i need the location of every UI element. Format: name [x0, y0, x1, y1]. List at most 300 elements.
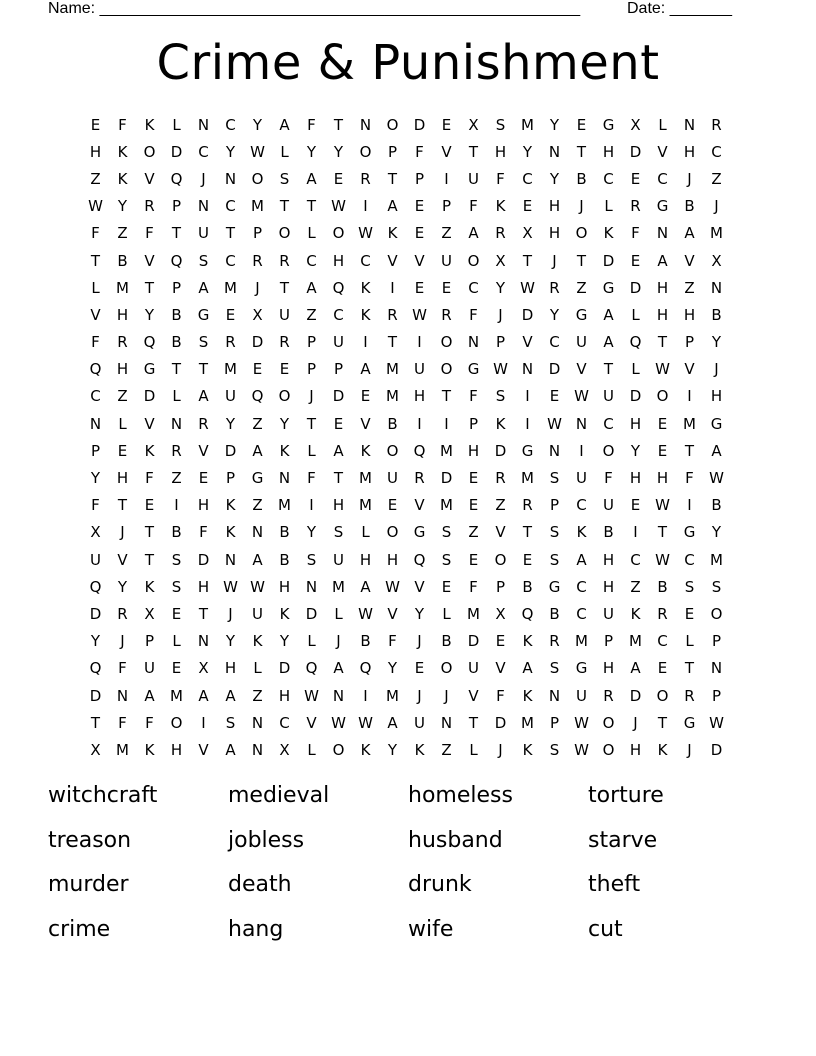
grid-letter: P [495, 577, 506, 596]
grid-letter: T [333, 469, 344, 488]
grid-letter: J [120, 632, 125, 651]
grid-letter: S [198, 251, 209, 270]
grid-letter: I [417, 333, 422, 352]
grid-letter: I [444, 169, 449, 188]
grid-letter: H [116, 360, 129, 379]
grid-letter: K [630, 604, 641, 623]
grid-letter: Q [143, 333, 156, 352]
grid-letter: A [468, 224, 479, 243]
grid-letter: M [224, 278, 237, 297]
word-bank-item: murder [48, 872, 129, 897]
grid-letter: T [576, 142, 587, 161]
grid-letter: R [225, 333, 236, 352]
grid-letter: U [252, 604, 263, 623]
grid-letter: H [116, 305, 129, 324]
grid-letter: F [307, 115, 316, 134]
grid-letter: W [520, 278, 535, 297]
grid-letter: V [144, 414, 155, 433]
grid-letter: M [332, 577, 345, 596]
grid-letter: I [363, 686, 368, 705]
grid-letter: P [144, 632, 155, 651]
grid-letter: W [412, 305, 427, 324]
grid-letter: M [710, 224, 723, 243]
grid-letter: P [549, 496, 560, 515]
grid-letter: I [444, 414, 449, 433]
grid-letter: R [360, 169, 371, 188]
grid-letter: G [575, 659, 588, 678]
grid-letter: O [602, 740, 615, 759]
grid-letter: W [331, 197, 346, 216]
grid-letter: O [332, 224, 345, 243]
grid-letter: Q [413, 550, 426, 569]
grid-letter: E [333, 169, 344, 188]
grid-letter: L [469, 740, 478, 759]
grid-letter: T [306, 414, 317, 433]
grid-letter: T [576, 251, 587, 270]
grid-letter: H [656, 305, 669, 324]
grid-letter: R [144, 197, 155, 216]
grid-letter: A [333, 659, 344, 678]
grid-letter: Y [333, 142, 344, 161]
grid-letter: H [332, 496, 345, 515]
grid-letter: C [657, 169, 668, 188]
grid-letter: F [118, 115, 127, 134]
grid-letter: N [170, 414, 183, 433]
date-field: Date: _______ [627, 0, 732, 17]
grid-letter: Z [306, 305, 317, 324]
grid-letter: X [198, 659, 209, 678]
grid-letter: Y [495, 278, 506, 297]
grid-letter: Q [332, 278, 345, 297]
grid-letter: D [629, 142, 642, 161]
grid-letter: J [498, 740, 503, 759]
grid-letter: D [494, 441, 507, 460]
grid-letter: A [198, 387, 209, 406]
page-title: Crime & Punishment [156, 35, 660, 91]
grid-letter: N [548, 441, 561, 460]
grid-letter: D [710, 740, 723, 759]
grid-letter: Y [252, 115, 263, 134]
grid-letter: W [655, 550, 670, 569]
grid-letter: M [116, 278, 129, 297]
grid-letter: D [413, 115, 426, 134]
grid-letter: H [656, 278, 669, 297]
grid-letter: X [90, 523, 101, 542]
grid-letter: S [549, 659, 560, 678]
grid-letter: C [306, 251, 317, 270]
grid-letter: U [333, 550, 344, 569]
grid-letter: Q [521, 604, 534, 623]
grid-letter: P [495, 333, 506, 352]
grid-letter: C [549, 333, 560, 352]
grid-letter: A [630, 659, 641, 678]
grid-letter: E [657, 414, 668, 433]
grid-letter: D [548, 360, 561, 379]
grid-letter: R [279, 251, 290, 270]
grid-letter: U [603, 496, 614, 515]
word-bank-item: homeless [408, 783, 513, 808]
grid-letter: W [358, 713, 373, 732]
grid-letter: O [656, 686, 669, 705]
grid-letter: Y [414, 604, 425, 623]
grid-letter: G [683, 713, 696, 732]
grid-letter: C [333, 305, 344, 324]
grid-letter: D [602, 251, 615, 270]
grid-letter: N [224, 169, 237, 188]
grid-letter: C [360, 251, 371, 270]
grid-letter: T [387, 169, 398, 188]
grid-letter: L [307, 740, 316, 759]
grid-letter: R [495, 224, 506, 243]
grid-letter: M [251, 197, 264, 216]
grid-letter: E [576, 115, 587, 134]
grid-letter: L [631, 360, 640, 379]
grid-letter: T [198, 360, 209, 379]
grid-letter: Y [522, 142, 533, 161]
grid-letter: O [278, 387, 291, 406]
grid-letter: B [279, 550, 290, 569]
grid-letter: Y [306, 142, 317, 161]
grid-letter: P [468, 414, 479, 433]
grid-letter: L [604, 197, 613, 216]
grid-letter: H [224, 659, 237, 678]
grid-letter: M [521, 713, 534, 732]
grid-letter: L [172, 632, 181, 651]
grid-letter: N [683, 115, 696, 134]
grid-letter: B [171, 523, 182, 542]
header-line [48, 0, 748, 20]
grid-letter: Y [90, 469, 101, 488]
grid-letter: Z [576, 278, 587, 297]
grid-letter: C [603, 414, 614, 433]
word-bank-item: hang [228, 916, 284, 942]
grid-letter: E [414, 278, 425, 297]
grid-letter: A [306, 278, 317, 297]
grid-letter: Y [711, 523, 722, 542]
grid-letter: O [386, 523, 399, 542]
grid-letter: H [413, 387, 426, 406]
grid-letter: T [684, 441, 695, 460]
grid-letter: E [630, 496, 641, 515]
grid-letter: F [631, 224, 640, 243]
grid-letter: K [117, 169, 128, 188]
grid-letter: O [386, 115, 399, 134]
grid-letter: B [684, 197, 695, 216]
grid-letter: H [629, 740, 642, 759]
word-bank [48, 778, 768, 956]
grid-letter: Z [117, 387, 128, 406]
grid-letter: I [363, 333, 368, 352]
grid-letter: B [522, 577, 533, 596]
grid-letter: H [359, 550, 372, 569]
grid-letter: P [603, 632, 614, 651]
grid-letter: A [684, 224, 695, 243]
grid-letter: L [334, 604, 343, 623]
grid-letter: E [171, 604, 182, 623]
grid-letter: J [687, 169, 692, 188]
grid-letter: H [89, 142, 102, 161]
grid-letter: V [144, 169, 155, 188]
grid-letter: Q [359, 659, 372, 678]
grid-letter: H [602, 659, 615, 678]
word-bank-item: husband [408, 827, 503, 853]
grid-letter: L [118, 414, 127, 433]
grid-letter: M [386, 686, 399, 705]
grid-letter: W [574, 740, 589, 759]
grid-letter: Y [549, 169, 560, 188]
grid-letter: X [279, 740, 290, 759]
grid-letter: O [575, 224, 588, 243]
grid-letter: H [629, 414, 642, 433]
grid-letter: O [170, 713, 183, 732]
grid-letter: H [602, 550, 615, 569]
grid-letter: U [387, 469, 398, 488]
grid-letter: M [386, 360, 399, 379]
grid-letter: E [198, 469, 209, 488]
grid-letter: K [279, 604, 290, 623]
grid-letter: W [358, 604, 373, 623]
grid-letter: V [414, 496, 425, 515]
grid-letter: B [117, 251, 128, 270]
grid-letter: H [386, 550, 399, 569]
grid-letter: V [90, 305, 101, 324]
grid-letter: B [576, 169, 587, 188]
grid-letter: Q [413, 441, 426, 460]
grid-letter: B [711, 496, 722, 515]
grid-letter: A [306, 169, 317, 188]
grid-letter: T [333, 115, 344, 134]
grid-letter: A [198, 686, 209, 705]
grid-letter: W [250, 577, 265, 596]
grid-letter: C [90, 387, 101, 406]
grid-letter: J [552, 251, 557, 270]
grid-letter: P [306, 333, 317, 352]
grid-letter: H [197, 577, 210, 596]
grid-letter: D [197, 550, 210, 569]
grid-letter: O [656, 387, 669, 406]
grid-letter: G [467, 360, 480, 379]
grid-letter: V [198, 740, 209, 759]
grid-letter: K [144, 441, 155, 460]
grid-letter: I [363, 197, 368, 216]
grid-letter: H [170, 740, 183, 759]
grid-letter: U [414, 713, 425, 732]
grid-letter: I [525, 387, 530, 406]
grid-letter: V [387, 604, 398, 623]
grid-letter: S [198, 333, 209, 352]
grid-letter: R [117, 333, 128, 352]
grid-letter: A [225, 686, 236, 705]
grid-letter: D [170, 142, 183, 161]
grid-letter: Z [441, 224, 452, 243]
grid-letter: W [493, 360, 508, 379]
grid-letter: H [278, 577, 291, 596]
grid-letter: Z [684, 278, 695, 297]
grid-letter: T [441, 387, 452, 406]
grid-letter: X [630, 115, 641, 134]
grid-letter: A [387, 197, 398, 216]
grid-letter: M [521, 469, 534, 488]
grid-letter: W [385, 577, 400, 596]
grid-letter: M [359, 496, 372, 515]
grid-letter: U [603, 604, 614, 623]
grid-letter: A [387, 713, 398, 732]
grid-letter: T [657, 333, 668, 352]
grid-letter: V [306, 713, 317, 732]
grid-letter: Y [225, 142, 236, 161]
grid-letter: L [172, 115, 181, 134]
grid-letter: E [414, 659, 425, 678]
grid-letter: E [630, 251, 641, 270]
grid-letter: K [414, 740, 425, 759]
grid-letter: L [685, 632, 694, 651]
grid-letter: M [467, 604, 480, 623]
grid-letter: N [710, 278, 723, 297]
grid-letter: A [252, 550, 263, 569]
grid-letter: U [576, 469, 587, 488]
grid-letter: G [251, 469, 264, 488]
grid-letter: I [687, 496, 692, 515]
grid-letter: G [197, 305, 210, 324]
grid-letter: G [413, 523, 426, 542]
grid-letter: V [495, 659, 506, 678]
grid-letter: O [143, 142, 156, 161]
grid-letter: R [549, 632, 560, 651]
word-bank-item: cut [588, 916, 623, 942]
grid-letter: C [225, 115, 236, 134]
grid-letter: D [332, 387, 345, 406]
grid-letter: J [714, 360, 719, 379]
grid-letter: H [548, 224, 561, 243]
grid-letter: N [197, 115, 210, 134]
grid-letter: V [198, 441, 209, 460]
grid-letter: W [709, 469, 724, 488]
grid-letter: T [468, 713, 479, 732]
grid-letter: E [522, 550, 533, 569]
grid-letter: O [602, 713, 615, 732]
grid-letter: K [360, 278, 371, 297]
grid-letter: N [251, 740, 264, 759]
grid-letter: C [198, 142, 209, 161]
grid-letter: H [629, 469, 642, 488]
grid-letter: Y [90, 632, 101, 651]
grid-letter: R [252, 251, 263, 270]
grid-letter: K [576, 523, 587, 542]
grid-letter: Y [117, 577, 128, 596]
grid-letter: W [574, 713, 589, 732]
grid-letter: Y [117, 197, 128, 216]
grid-letter: K [144, 740, 155, 759]
grid-letter: E [414, 197, 425, 216]
grid-letter: J [255, 278, 260, 297]
grid-letter: E [441, 278, 452, 297]
grid-letter: D [143, 387, 156, 406]
grid-letter: K [279, 441, 290, 460]
grid-letter: O [278, 224, 291, 243]
grid-letter: G [143, 360, 156, 379]
grid-letter: A [252, 441, 263, 460]
grid-letter: V [414, 251, 425, 270]
grid-letter: Z [90, 169, 101, 188]
grid-letter: S [441, 550, 452, 569]
grid-letter: H [494, 142, 507, 161]
name-field: Name: ______________________________________________________ [48, 0, 581, 17]
grid-letter: B [603, 523, 614, 542]
grid-letter: Y [144, 305, 155, 324]
grid-letter: V [468, 686, 479, 705]
grid-letter: H [548, 197, 561, 216]
grid-letter: F [469, 387, 478, 406]
grid-letter: K [495, 414, 506, 433]
grid-letter: D [629, 278, 642, 297]
grid-letter: Z [252, 686, 263, 705]
grid-letter: A [522, 659, 533, 678]
grid-letter: D [305, 604, 318, 623]
grid-letter: O [710, 604, 723, 623]
grid-letter: T [657, 713, 668, 732]
grid-letter: N [656, 224, 669, 243]
grid-letter: R [549, 278, 560, 297]
grid-letter: B [549, 604, 560, 623]
grid-letter: X [495, 604, 506, 623]
grid-letter: V [684, 251, 695, 270]
grid-letter: T [387, 333, 398, 352]
grid-letter: T [144, 550, 155, 569]
grid-letter: Q [251, 387, 264, 406]
grid-letter: S [171, 577, 182, 596]
grid-letter: F [118, 659, 127, 678]
grid-letter: P [711, 686, 722, 705]
grid-letter: E [684, 604, 695, 623]
grid-letter: P [225, 469, 236, 488]
grid-letter: A [603, 305, 614, 324]
grid-letter: E [549, 387, 560, 406]
grid-letter: Z [252, 496, 263, 515]
grid-letter: U [603, 387, 614, 406]
grid-letter: G [548, 577, 561, 596]
grid-letter: I [687, 387, 692, 406]
grid-letter: H [467, 441, 480, 460]
grid-letter: G [521, 441, 534, 460]
grid-letter: C [684, 550, 695, 569]
grid-letter: E [657, 441, 668, 460]
grid-letter: Q [89, 577, 102, 596]
word-bank-item: starve [588, 827, 658, 853]
grid-letter: N [575, 414, 588, 433]
grid-letter: F [469, 197, 478, 216]
grid-letter: I [579, 441, 584, 460]
grid-letter: K [522, 686, 533, 705]
grid-letter: E [468, 469, 479, 488]
grid-letter: A [360, 577, 371, 596]
grid-letter: T [468, 142, 479, 161]
grid-letter: A [144, 686, 155, 705]
grid-letter: S [495, 115, 506, 134]
grid-letter: H [278, 686, 291, 705]
grid-letter: E [468, 496, 479, 515]
word-bank-item: drunk [408, 872, 472, 897]
grid-letter: E [657, 659, 668, 678]
grid-letter: L [442, 604, 451, 623]
grid-letter: R [684, 686, 695, 705]
grid-letter: K [495, 197, 506, 216]
grid-letter: H [683, 305, 696, 324]
grid-letter: Y [549, 115, 560, 134]
grid-letter: W [358, 224, 373, 243]
grid-letter: F [469, 305, 478, 324]
grid-letter: V [117, 550, 128, 569]
grid-letter: E [279, 360, 290, 379]
